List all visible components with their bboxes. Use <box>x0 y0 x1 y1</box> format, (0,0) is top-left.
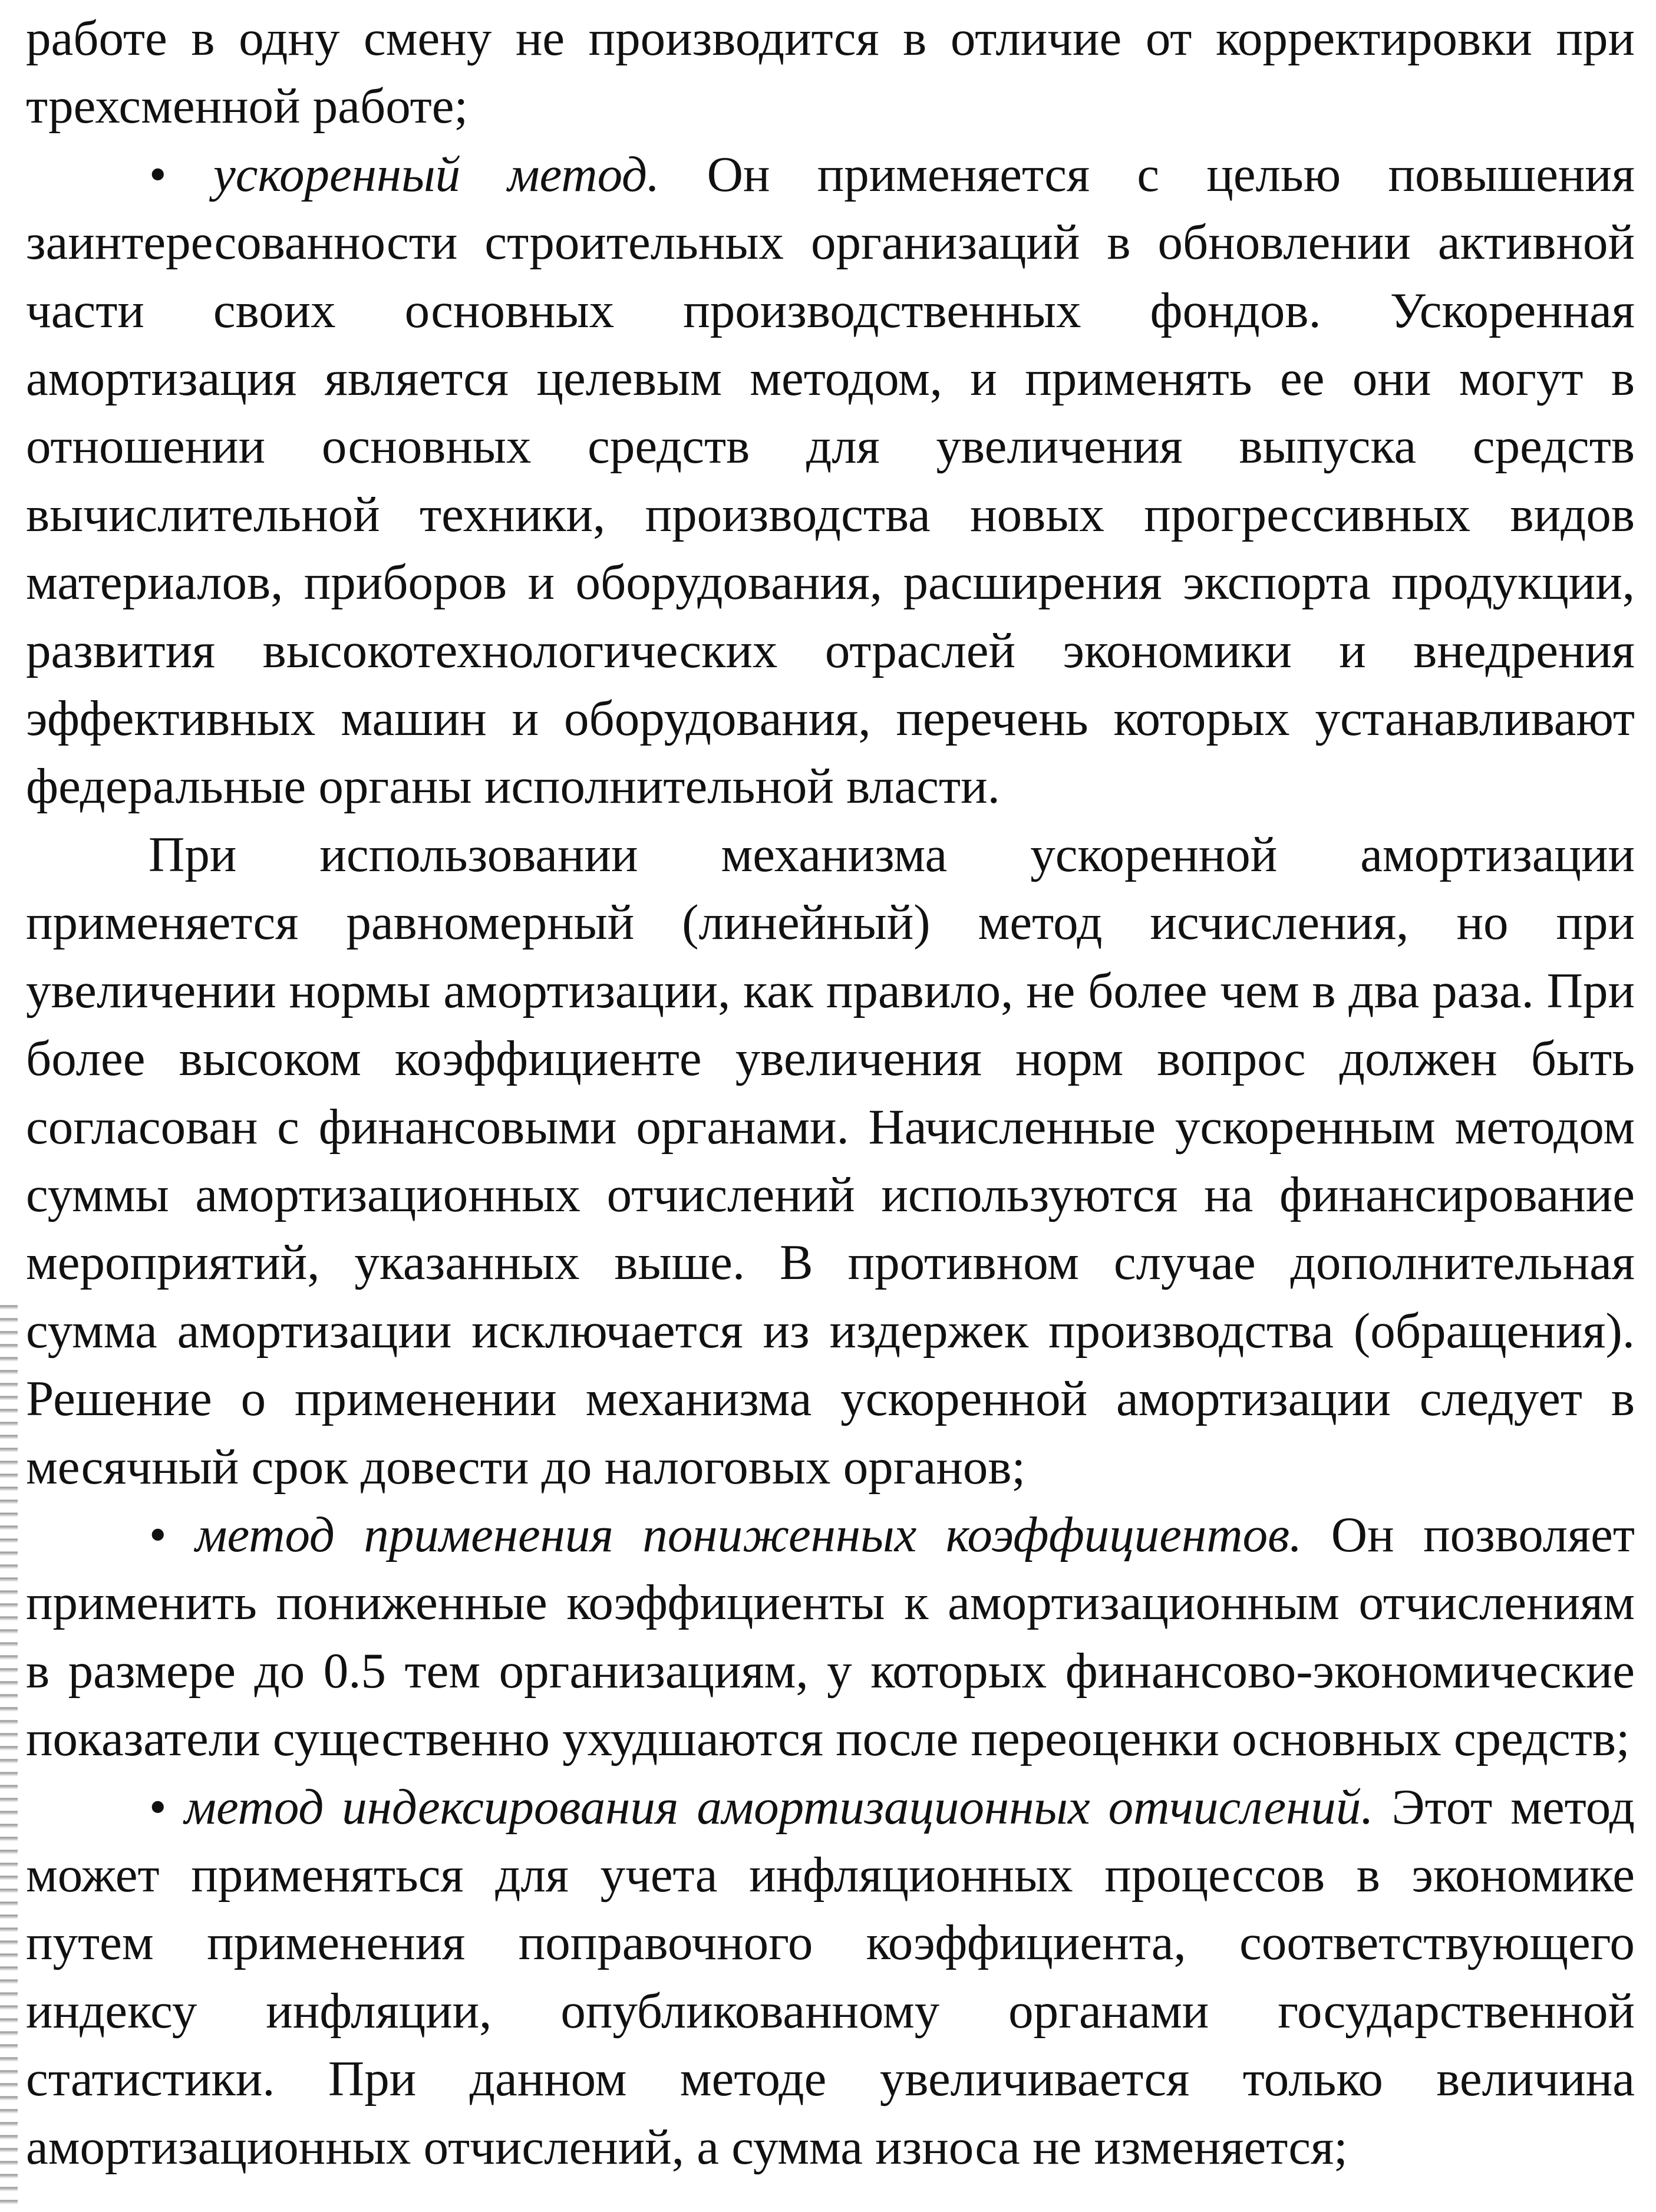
scan-edge-artifact <box>0 1297 18 2212</box>
bullet-lead-reduced-coefficients: • метод применения пониженных коэффициентов. <box>149 1506 1302 1562</box>
bullet-lead-accelerated-method: • ускоренный метод. <box>149 146 660 202</box>
paragraph-accelerated-mechanism <box>26 821 1635 1501</box>
document-page <box>26 5 1635 2206</box>
paragraph-text: работе в одну смену не производится в отличие от корректировки при трехсменной работе; <box>26 11 1635 134</box>
paragraph-text: При использовании механизма ускоренной амортизации применяется равномерный (линейный) метод исчисления, но при увеличении нормы амортизации, как правило, не более чем в два раза. При более высоком коэффициенте увеличения норм вопрос должен быть согласован с финансовыми органами. Начисленные ускоренным методом суммы амортизационных отчислений используются на финансирование мероприятий, указанных выше. В противном случае дополнительная сумма амортизации исключается из издержек производства (обращения). Решение о применении механизма ускоренной амортизации следует в месячный срок довести до налоговых органов; <box>26 826 1635 1495</box>
paragraph-indexing-method <box>26 1773 1635 2181</box>
bullet-lead-indexing-method: • метод индексирования амортизационных отчислений. <box>149 1779 1374 1835</box>
paragraph-text: Этот метод может применяться для учета инфляционных процессов в экономике путем применения поправочного коэффициента, соответствующего индексу инфляции, опубликованному органами государственной статистики. При данном методе увеличивается только величина амортизационных отчислений, а сумма износа не изменяется; <box>26 1779 1635 2175</box>
paragraph-continuation <box>26 5 1635 141</box>
paragraph-text: Он применяется с целью повышения заинтересованности строительных организаций в обновлении активной части своих основных производственных фондов. Ускоренная амортизация является целевым методом, и применять ее они могут в отношении основных средств для увеличения выпуска средств вычислительной техники, производства новых прогрессивных видов материалов, приборов и оборудования, расширения экспорта продукции, развития высокотехнологических отраслей экономики и внедрения эффективных машин и оборудования, перечень которых устанавливают федеральные органы исполнительной власти. <box>26 146 1635 815</box>
paragraph-accelerated-method <box>26 141 1635 821</box>
paragraph-text: Он позволяет применить пониженные коэффициенты к амортизационным отчислениям в размере до 0.5 тем организациям, у которых финансово-экономические показатели существенно ухудшаются после переоценки основных средств; <box>26 1506 1635 1767</box>
paragraph-reduced-coefficients <box>26 1501 1635 1773</box>
